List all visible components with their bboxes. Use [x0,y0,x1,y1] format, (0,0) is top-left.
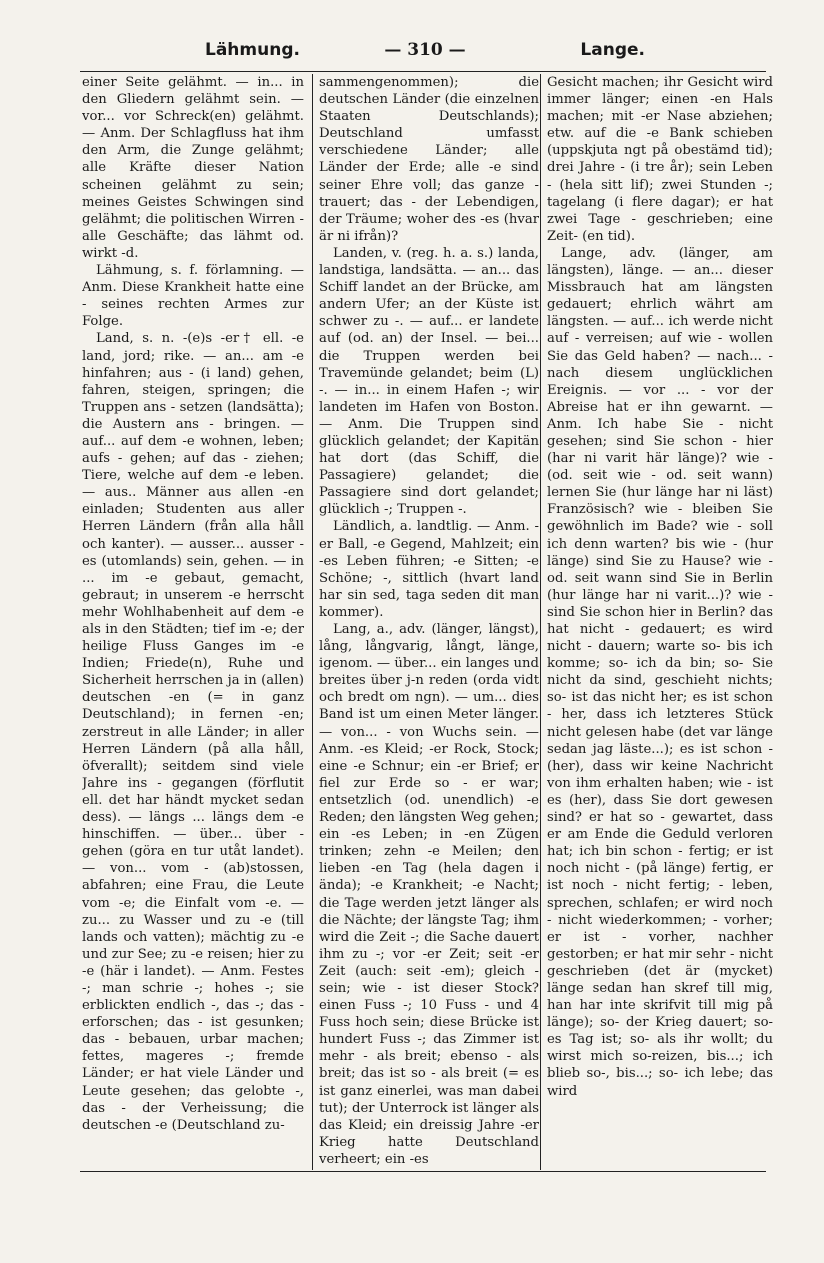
column-2 [312,74,539,1170]
header-right-guideword: Lange. [580,40,645,60]
entry-paragraph: Gesicht machen; ihr Gesicht wird immer länger; einen -en Hals machen; mit -er Nase abziehen; etw. auf die -e Bank schieben (uppskjuta ngt på obestämd tid); drei Jahre - (i tre år); sein Leben - (hela sitt lif); zwei Stunden -; tagelang (i flere dagar); er hat zwei Tage - geschrieben; eine Zeit- (en tid). [547,75,773,244]
header-left-guideword: Lähmung. [205,40,300,60]
running-header [80,36,770,64]
entry-paragraph: Ländlich, a. landtlig. — Anm. -er Ball, -e Gegend, Mahlzeit; ein -es Leben führen; -e Sitten; -e Schöne; -, sittlich (hvart land har sin sed, taga seden dit man kommer). [319,519,539,620]
footer-rule [80,1171,766,1172]
entry-paragraph: Landen, v. (reg. h. a. s.) landa, landstiga, landsätta. — an... das Schiff landet an der Brücke, am andern Ufer; an der Küste ist schwer zu -. — auf... er landete auf (od. an) der Insel. — bei... die Truppen werden bei Travemünde gelandet; beim (L) -. — in... in einem Hafen -; wir landeten im Hafen von Boston. — Anm. Die Truppen sind glücklich gelandet; der Kapitän hat dort (das Schiff, die Passagiere) gelandet; die Passagiere sind dort gelandet; glücklich -; Truppen -. [319,245,539,518]
page-number: — 310 — [384,40,466,60]
entry-paragraph: Lange, adv. (länger, am längsten), länge. — an... dieser Missbrauch hat am längsten gedauert; ehrlich währt am längsten. — auf... ich werde nicht auf - verreisen; auf wie - wollen Sie das Geld haben? — nach... - nach diesem unglücklichen Ereignis. — vor ... - vor der Abreise hat er ihn gewarnt. — Anm. Ich habe Sie - nicht gesehen; sind Sie schon - hier (har ni varit här länge)? wie - (od. seit wie - od. seit wann) lernen Sie (hur länge har ni läst) Französisch? wie - bleiben Sie gewöhnlich im Bade? wie - soll ich denn warten? bis wie - (hur länge) sind Sie zu Hause? wie - od. seit wann sind Sie in Berlin (hur länge har ni varit...)? wie - sind Sie schon hier in Berlin? das hat nicht - gedauert; es wird nicht - dauern; warte so- bis ich komme; so- ich da bin; so- Sie nicht da sind, geschieht nichts; so- ist das nicht her; es ist schon - her, dass ich letzteres Stück nicht gelesen habe (det var länge sedan jag läste...); es ist schon - (her), dass wir keine Nachricht von ihm erhalten haben; wie - ist es (her), dass Sie dort gewesen sind? er hat so - gewartet, dass er am Ende die Geduld verloren hat; ich bin schon - fertig; er ist noch nicht - (på länge) fertig, er ist noch - nicht fertig; - leben, sprechen, schlafen; er wird noch - nicht wiederkommen; - vorher; er ist - vorher, nachher gestorben; er hat mir sehr - nicht geschrieben (det är (mycket) länge sedan han skref till mig, han har inte skrifvit till mig på länge); so- der Krieg dauert; so- es Tag ist; so- als ihr wollt; du wirst mich so-reizen, bis...; ich blieb so-, bis...; so- ich lebe; das wird [547,245,773,1099]
header-rule [80,71,766,72]
entry-paragraph: Lang, a., adv. (länger, längst), lång, långvarig, långt, länge, igenom. — über... ein langes und breites über j-n reden (orda vidt och bredt om ngn). — um... dies Band ist um einen Meter länger. — von... - von Wuchs sein. — Anm. -es Kleid; -er Rock, Stock; eine -e Schnur; ein -er Brief; er fiel zur Erde so - er war; entsetzlich (od. unendlich) -e Reden; den längsten Weg gehen; ein -es Leben; in -en Zügen trinken; zehn -e Meilen; den lieben -en Tag (hela dagen i ända); -e Krankheit; -e Nacht; die Tage werden jetzt länger als die Nächte; der längste Tag; ihm wird die Zeit -; die Sache dauert ihm zu -; vor -er Zeit; seit -er Zeit (auch: seit -em); gleich - sein; wie - ist dieser Stock? einen Fuss -; 10 Fuss - und 4 Fuss hoch sein; diese Brücke ist hundert Fuss -; das Zimmer ist mehr - als breit; ebenso - als breit; das ist so - als breit (= es ist ganz einerlei, was man dabei tut); der Unterrock ist länger als das Kleid; ein dreissig Jahre -er Krieg hatte Deutschland verheert; ein -es [319,622,539,1167]
entry-paragraph: Land, s. n. -(e)s -er† ell. -e land, jord; rike. — an... am -e hinfahren; aus - (i land) gehen, fahren, steigen, springen; die Truppen ans - setzen (landsätta); die Austern ans - bringen. — auf... auf dem -e wohnen, leben; aufs - gehen; auf das - ziehen; Tiere, welche auf dem -e leben. — aus.. Männer aus allen -en einladen; Studenten aus aller Herren Ländern (från alla håll och kanter). — ausser... ausser -es (utomlands) sein, gehen. — in ... im -e gebaut, gemacht, gebraut; in unserem -e herrscht mehr Wohlhabenheit auf dem -e als in den Städten; tief im -e; der heilige Fluss Ganges im -e Indien; Friede(n), Ruhe und Sicherheit herrschen ja in (allen) deutschen -en (= in ganz Deutschland); in fernen -en; zerstreut in alle Länder; in aller Herren Ländern (på alla håll, öfverallt); seitdem sind viele Jahre ins - gegangen (förflutit ell. det har händt mycket sedan dess). — längs ... längs dem -e hinschiffen. — über... über - gehen (göra en tur utåt landet). — von... vom - (ab)stossen, abfahren; eine Frau, die Leute vom -e; die Einfalt vom -e. — zu... zu Wasser und zu -e (till lands och vatten); mächtig zu -e und zur See; zu -e reisen; hier zu -e (här i landet). — Anm. Festes -; man schrie -; hohes -; sie erblickten endlich -, das -; das - erforschen; das - ist gesunken; das - bebauen, urbar machen; fettes, mageres -; fremde Länder; er hat viele Länder und Leute gesehen; das gelobte -, das - der Verheissung; die deutschen -e (Deutschland zu- [82,331,304,1133]
column-1 [82,74,304,1170]
entry-paragraph: einer Seite gelähmt. — in... in den Gliedern gelähmt sein. — vor... vor Schreck(en) gelähmt. — Anm. Der Schlagfluss hat ihm den Arm, die Zunge gelähmt; alle Kräfte dieser Nation scheinen gelähmt zu sein; meines Geistes Schwingen sind gelähmt; die politischen Wirren - alle Geschäfte; das lähmt od. wirkt -d. [82,75,304,261]
entry-paragraph: sammengenommen); die deutschen Länder (die einzelnen Staaten Deutschlands); Deutschland umfasst verschiedene Länder; alle Länder der Erde; alle -e sind seiner Ehre voll; das ganze - trauert; das - der Lebendigen, der Träume; woher des -es (hvar är ni ifrån)? [319,75,539,244]
column-3 [540,74,773,1170]
entry-paragraph: Lähmung, s. f. förlamning. — Anm. Diese Krankheit hatte eine - seines rechten Armes zur Folge. [82,263,304,330]
